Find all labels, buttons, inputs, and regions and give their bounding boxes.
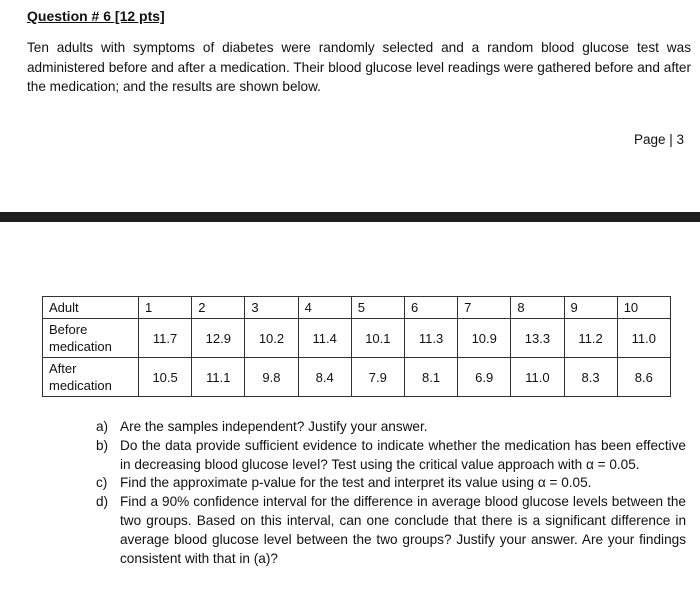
- value-cell: 10.2: [245, 319, 298, 358]
- value-cell: 7.9: [351, 358, 404, 397]
- value-cell: 8.4: [298, 358, 351, 397]
- part-text: Are the samples independent? Justify your answer.: [120, 419, 428, 434]
- adult-cell: 6: [404, 297, 457, 319]
- part-b: [96, 437, 686, 475]
- part-marker: c): [96, 475, 108, 491]
- value-cell: 11.2: [564, 319, 617, 358]
- value-cell: 8.3: [564, 358, 617, 397]
- row-label: After medication: [43, 358, 139, 397]
- part-marker: b): [96, 437, 109, 453]
- question-parts: [96, 418, 686, 568]
- part-text: Find a 90% confidence interval for the difference in average blood glucose levels between the two groups. Based on this interval, can one conclude that there is a significant difference in average blood glucose level between the two groups? Justify your answer. Are your findings consistent with that in (a)?: [120, 494, 686, 566]
- page-number: Page | 3: [633, 132, 684, 147]
- part-a: [96, 418, 686, 437]
- header-label: Adult: [43, 297, 139, 319]
- value-cell: 10.9: [458, 319, 511, 358]
- value-cell: 10.1: [351, 319, 404, 358]
- value-cell: 6.9: [458, 358, 511, 397]
- table-header-row: [43, 297, 671, 319]
- value-cell: 11.3: [404, 319, 457, 358]
- adult-cell: 4: [298, 297, 351, 319]
- value-cell: 11.0: [511, 358, 564, 397]
- adult-cell: 10: [617, 297, 670, 319]
- adult-cell: 2: [192, 297, 245, 319]
- value-cell: 9.8: [245, 358, 298, 397]
- adult-cell: 5: [351, 297, 404, 319]
- question-title: Question # 6 [12 pts]: [27, 8, 165, 24]
- value-cell: 8.6: [617, 358, 670, 397]
- value-cell: 8.1: [404, 358, 457, 397]
- question-intro: Ten adults with symptoms of diabetes were randomly selected and a random blood glucose test was administered before and after a medication. Their blood glucose level readings were gathered before and after the medication; and the results are shown below.: [27, 40, 691, 94]
- table-row-before: [43, 319, 671, 358]
- adult-cell: 9: [564, 297, 617, 319]
- value-cell: 11.1: [192, 358, 245, 397]
- page-divider: [0, 212, 700, 222]
- value-cell: 13.3: [511, 319, 564, 358]
- adult-cell: 7: [458, 297, 511, 319]
- part-marker: d): [96, 494, 109, 510]
- glucose-table: [42, 296, 671, 397]
- value-cell: 10.5: [139, 358, 192, 397]
- part-c: [96, 474, 686, 493]
- value-cell: 11.0: [617, 319, 670, 358]
- value-cell: 12.9: [192, 319, 245, 358]
- adult-cell: 3: [245, 297, 298, 319]
- table-row-after: [43, 358, 671, 397]
- adult-cell: 1: [139, 297, 192, 319]
- part-d: [96, 493, 686, 568]
- part-marker: a): [96, 419, 109, 434]
- adult-cell: 8: [511, 297, 564, 319]
- value-cell: 11.4: [298, 319, 351, 358]
- part-text: Do the data provide sufficient evidence to indicate whether the medication has been effective in decreasing blood glucose level? Test using the critical value approach with α = 0.05.: [120, 437, 686, 472]
- value-cell: 11.7: [139, 319, 192, 358]
- part-text: Find the approximate p-value for the test and interpret its value using α = 0.05.: [120, 475, 592, 491]
- row-label: Before medication: [43, 319, 139, 358]
